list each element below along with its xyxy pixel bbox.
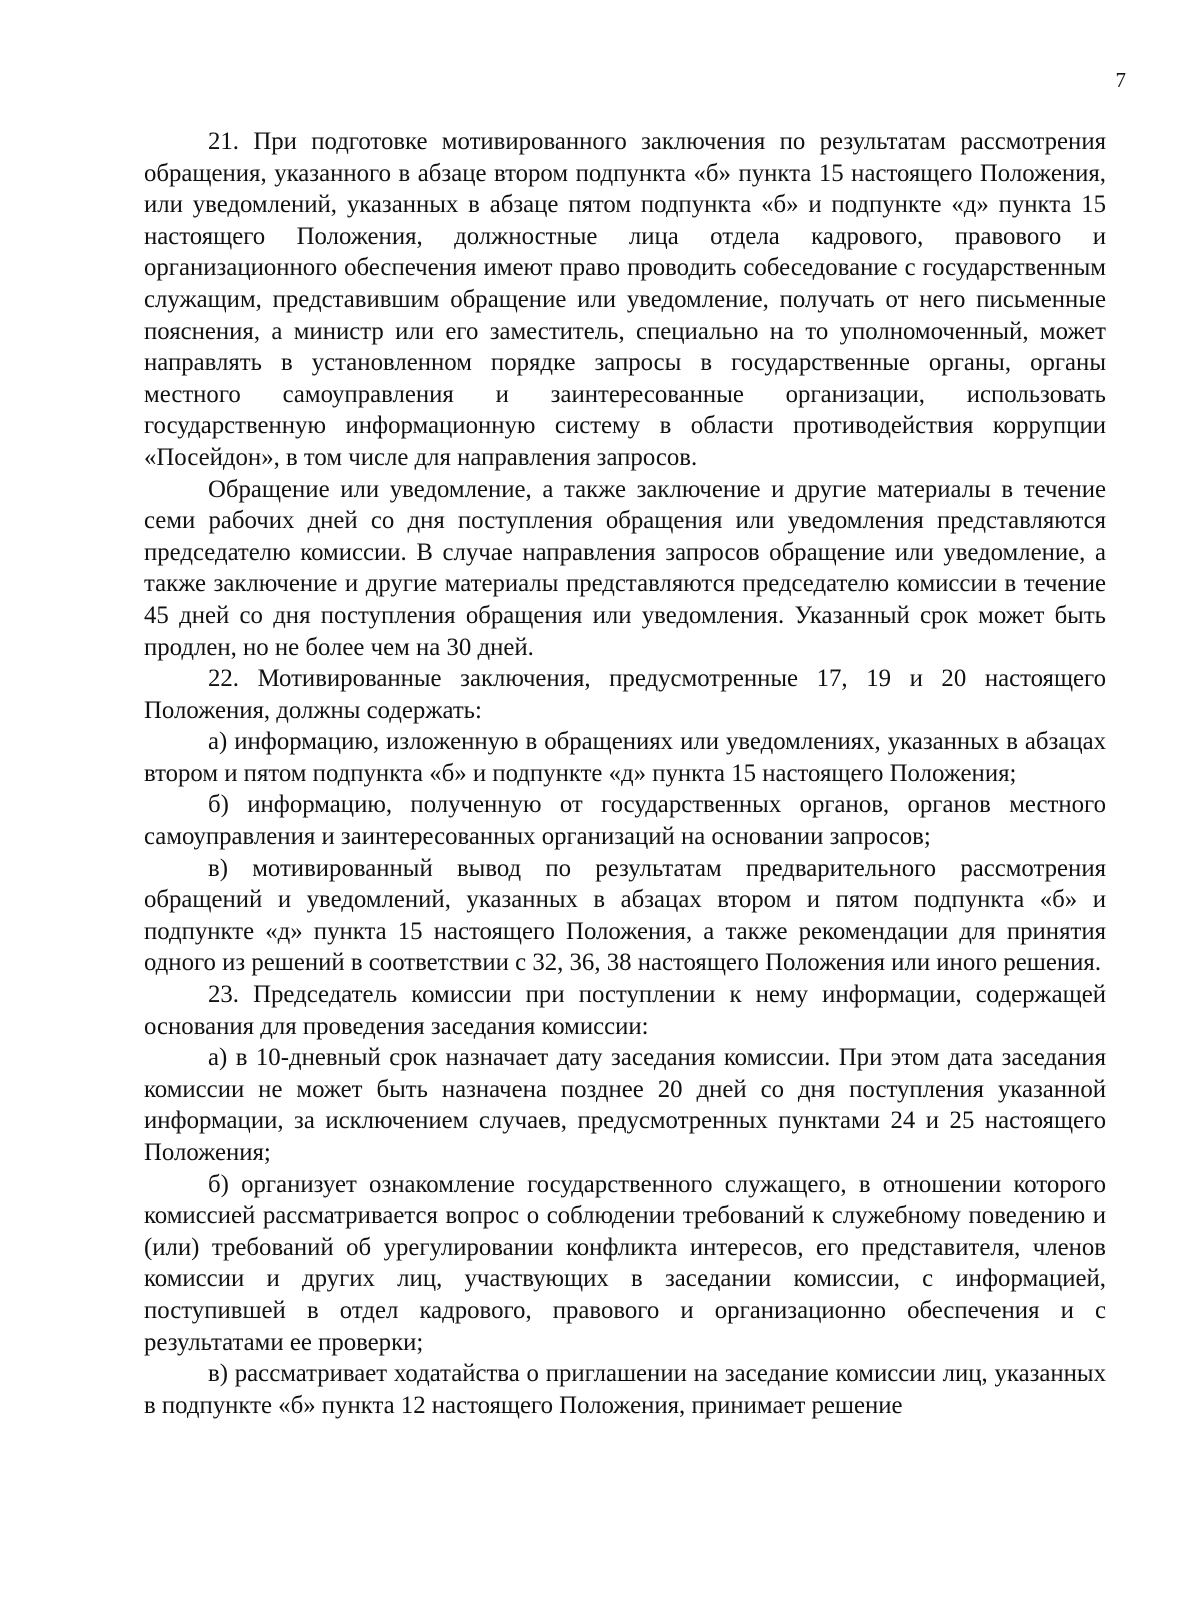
- paragraph-22: 22. Мотивированные заключения, предусмотренные 17, 19 и 20 настоящего Положения, должны содержать:: [144, 665, 1106, 724]
- paragraph-22-a: а) информацию, изложенную в обращениях или уведомлениях, указанных в абзацах втором и пятом подпункта «б» и подпункте «д» пункта 15 настоящего Положения;: [144, 728, 1106, 787]
- paragraph-21-continued: Обращение или уведомление, а также заключение и другие материалы в течение семи рабочих дней со дня поступления обращения или уведомления представляются председателю комиссии. В случае направления запросов обращение или уведомление, а также заключение и другие материалы представляются председателю комиссии в течение 45 дней со дня поступления обращения или уведомления. Указанный срок может быть продлен, но не более чем на 30 дней.: [144, 475, 1106, 661]
- paragraph-23-v: в) рассматривает ходатайства о приглашении на заседание комиссии лиц, указанных в подпункте «б» пункта 12 настоящего Положения, принимает решение: [144, 1360, 1106, 1419]
- paragraph-22-v: в) мотивированный вывод по результатам предварительного рассмотрения обращений и уведомлений, указанных в абзацах втором и пятом подпункта «б» и подпункте «д» пункта 15 настоящего Положения, а также рекомендации для принятия одного из решений в соответствии с 32, 36, 38 настоящего Положения или иного решения.: [144, 854, 1106, 977]
- paragraph-23-a: а) в 10-дневный срок назначает дату заседания комиссии. При этом дата заседания комиссии не может быть назначена позднее 20 дней со дня поступления указанной информации, за исключением случаев, предусмотренных пунктами 24 и 25 настоящего Положения;: [144, 1044, 1106, 1166]
- paragraph-21: 21. При подготовке мотивированного заключения по результатам рассмотрения обращения, указанного в абзаце втором подпункта «б» пункта 15 настоящего Положения, или уведомлений, указанных в абзаце пятом подпункта «б» и подпункте «д» пункта 15 настоящего Положения, должностные лица отдела кадрового, правового и организационного обеспечения имеют право проводить собеседование с государственным служащим, представившим обращение или уведомление, получать от него письменные пояснения, а министр или его заместитель, специально на то уполномоченный, может направлять в установленном порядке запросы в государственные органы, органы местного самоуправления и заинтересованные организации, использовать государственную информационную систему в области противодействия коррупции «Посейдон», в том числе для направления запросов.: [144, 128, 1106, 471]
- document-body: [144, 126, 1106, 1421]
- paragraph-23: 23. Председатель комиссии при поступлении к нему информации, содержащей основания для проведения заседания комиссии:: [144, 981, 1106, 1040]
- paragraph-22-b: б) информацию, полученную от государственных органов, органов местного самоуправления и заинтересованных организаций на основании запросов;: [144, 791, 1106, 851]
- paragraph-23-b: б) организует ознакомление государственного служащего, в отношении которого комиссией рассматривается вопрос о соблюдении требований к служебному поведению и (или) требований об урегулировании конфликта интересов, его представителя, членов комиссии и других лиц, участвующих в заседании комиссии, с информацией, поступившей в отдел кадрового, правового и организационно обеспечения и с результатами ее проверки;: [144, 1170, 1106, 1356]
- page-number: 7: [1115, 68, 1126, 92]
